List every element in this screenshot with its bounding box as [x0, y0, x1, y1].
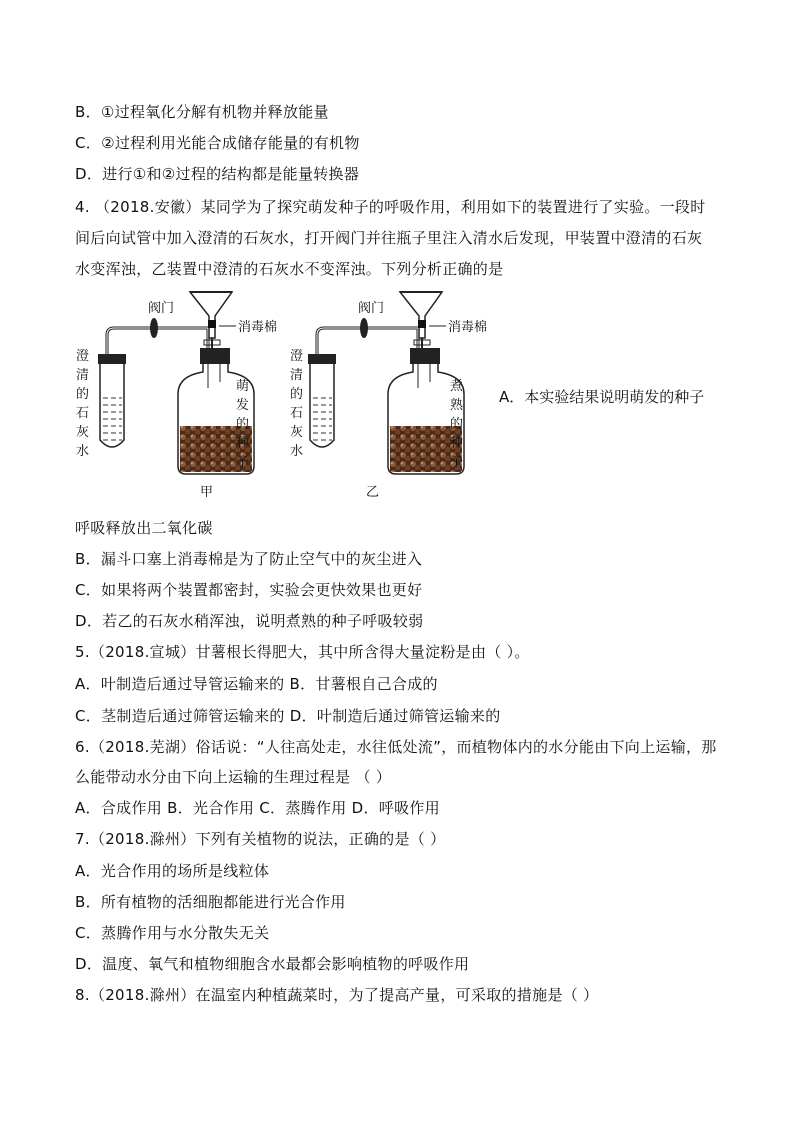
svg-text:煮: 煮	[450, 379, 464, 394]
q6-stem-line-1: 6.（2018.芜湖）俗话说：“人往高处走，水往低处流”，而植物体内的水分能由下向上运输，那	[75, 738, 717, 756]
svg-text:的: 的	[290, 387, 304, 402]
svg-text:子: 子	[236, 455, 250, 470]
q5-stem: 5.（2018.宣城）甘薯根长得肥大，其中所含得大量淀粉是由（ ）。	[75, 643, 530, 661]
cotton-label-yi: 消毒棉	[448, 320, 488, 335]
svg-text:澄: 澄	[290, 349, 304, 364]
funnel-jia	[190, 292, 232, 350]
svg-text:灰: 灰	[290, 425, 304, 440]
svg-text:的: 的	[450, 417, 464, 432]
seeds-label-jia	[236, 379, 249, 470]
svg-text:熟: 熟	[450, 398, 464, 413]
valve-label-yi: 阀门	[358, 301, 385, 316]
q6-options: A．合成作用 B．光合作用 C．蒸腾作用 D．呼吸作用	[75, 799, 440, 817]
svg-text:发: 发	[236, 398, 250, 413]
test-tube-yi	[308, 354, 336, 447]
q3-option-b: B．①过程氧化分解有机物并释放能量	[75, 103, 329, 121]
label-jia: 甲	[200, 485, 214, 500]
q7-option-a: A．光合作用的场所是线粒体	[75, 862, 270, 880]
q3-option-c: C．②过程利用光能合成储存能量的有机物	[75, 134, 360, 152]
svg-text:种: 种	[236, 436, 250, 451]
q4-option-c: C．如果将两个装置都密封，实验会更快效果也更好	[75, 581, 423, 599]
svg-text:灰: 灰	[76, 425, 90, 440]
svg-text:水: 水	[290, 444, 304, 459]
q4-option-a-cont: 呼吸释放出二氧化碳	[75, 519, 213, 537]
cotton-yi	[418, 320, 426, 328]
funnel-yi	[400, 292, 442, 350]
svg-text:子: 子	[450, 455, 464, 470]
cotton-jia	[208, 320, 216, 328]
q8-stem: 8.（2018.滁州）在温室内种植蔬菜时，为了提高产量，可采取的措施是（ ）	[75, 986, 599, 1004]
q4-stem-line-1: 4. （2018.安徽）某同学为了探究萌发种子的呼吸作用，利用如下的装置进行了实验。一段时	[75, 198, 706, 216]
q4-option-a-start: A．本实验结果说明萌发的种子	[499, 388, 705, 406]
limewater-label-jia	[76, 349, 89, 459]
q7-option-d: D．温度、氧气和植物细胞含水最都会影响植物的呼吸作用	[75, 955, 470, 973]
svg-text:澄: 澄	[76, 349, 90, 364]
test-tube-jia	[98, 354, 126, 447]
q4-option-b: B．漏斗口塞上消毒棉是为了防止空气中的灰尘进入	[75, 550, 423, 568]
q5-options-cd: C．茎制造后通过筛管运输来的 D．叶制造后通过筛管运输来的	[75, 707, 501, 725]
apparatus-jia	[98, 292, 254, 474]
q5-options-ab: A．叶制造后通过导管运输来的 B．甘薯根自己合成的	[75, 675, 438, 693]
svg-text:清: 清	[76, 368, 90, 383]
experiment-figure	[70, 290, 500, 505]
seeds-label-yi	[450, 378, 464, 470]
svg-text:种: 种	[450, 436, 464, 451]
svg-text:萌: 萌	[236, 379, 250, 394]
apparatus-yi	[308, 292, 464, 474]
valve-yi	[360, 318, 368, 338]
limewater-label-yi	[290, 349, 303, 459]
svg-text:石: 石	[76, 406, 90, 421]
svg-text:的: 的	[236, 417, 250, 432]
q4-stem-line-2: 间后向试管中加入澄清的石灰水，打开阀门并往瓶子里注入清水后发现，甲装置中澄清的石灰	[75, 229, 703, 247]
q6-stem-line-2: 么能带动水分由下向上运输的生理过程是 （ ）	[75, 768, 392, 786]
q7-option-c: C．蒸腾作用与水分散失无关	[75, 924, 270, 942]
label-yi: 乙	[366, 485, 380, 500]
q7-option-b: B．所有植物的活细胞都能进行光合作用	[75, 893, 346, 911]
svg-text:水: 水	[76, 444, 90, 459]
valve-jia	[150, 318, 158, 338]
valve-label-jia: 阀门	[148, 301, 175, 316]
svg-text:石: 石	[290, 406, 304, 421]
cotton-label-jia: 消毒棉	[238, 320, 278, 335]
svg-text:的: 的	[76, 387, 90, 402]
q4-stem-line-3: 水变浑浊，乙装置中澄清的石灰水不变浑浊。下列分析正确的是	[75, 260, 504, 278]
svg-text:清: 清	[290, 368, 304, 383]
q7-stem: 7.（2018.滁州）下列有关植物的说法，正确的是（ ）	[75, 830, 446, 848]
q3-option-d: D．进行①和②过程的结构都是能量转换器	[75, 165, 360, 183]
q4-option-d: D．若乙的石灰水稍浑浊，说明煮熟的种子呼吸较弱	[75, 612, 424, 630]
